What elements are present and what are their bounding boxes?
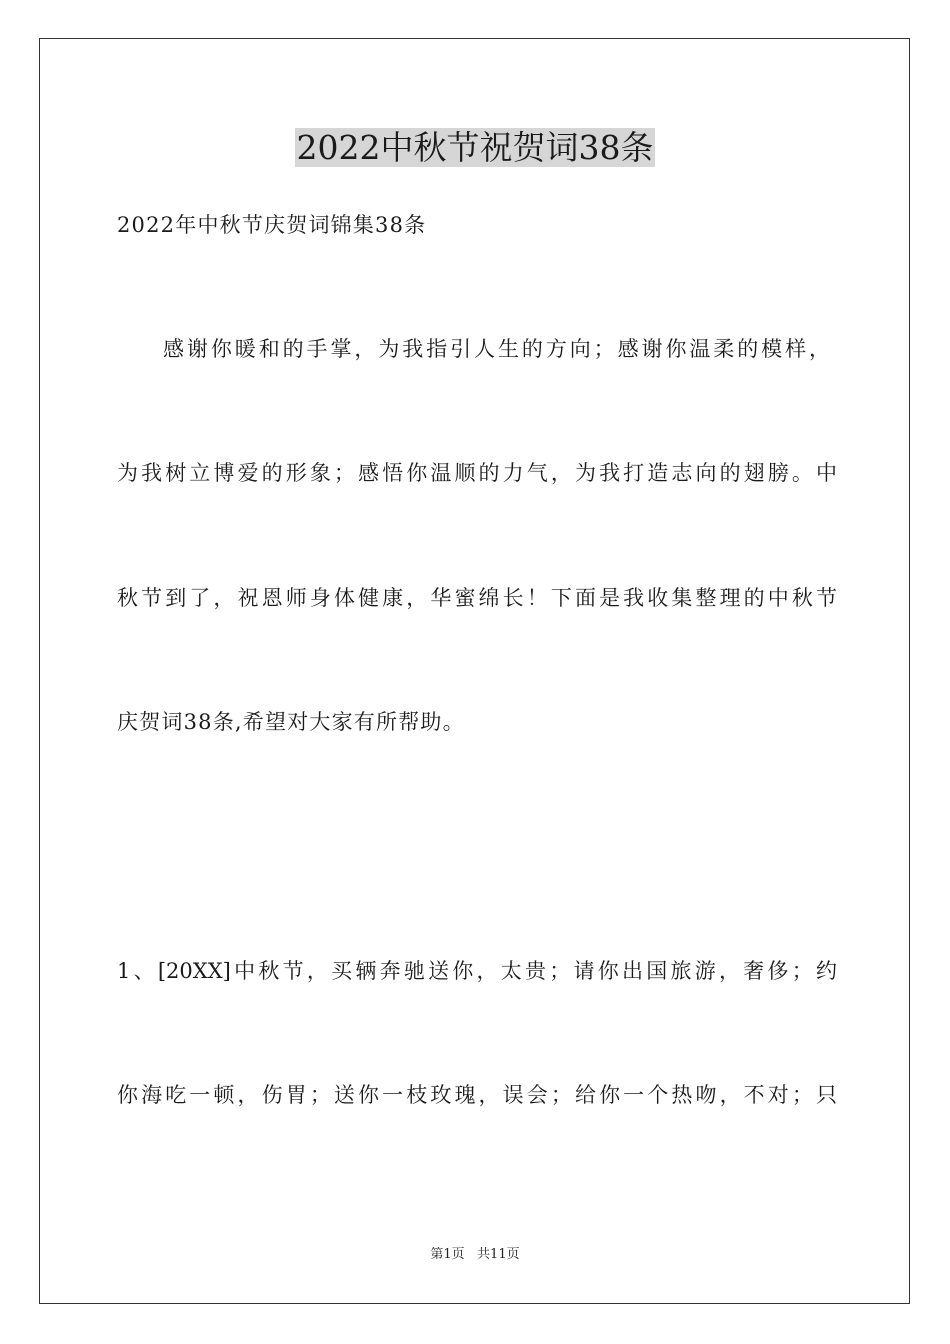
document-title-text: 2022中秋节祝贺词38条 — [296, 128, 654, 167]
list-item-line: 1、[20XX]中秋节，买辆奔驰送你，太贵；请你出国旅游，奢侈；约 — [117, 959, 837, 983]
paragraph-line: 感谢你暖和的手掌，为我指引人生的方向；感谢你温柔的模样， — [163, 337, 830, 361]
paragraph-line: 为我树立博爱的形象；感悟你温顺的力气，为我打造志向的翅膀。中 — [117, 461, 837, 485]
document-title — [0, 126, 950, 170]
page-number-footer: 第1页 共11页 — [430, 1247, 520, 1262]
paragraph-line: 秋节到了，祝恩师身体健康，华蜜绵长！下面是我收集整理的中秋节 — [117, 586, 837, 610]
document-subtitle: 2022年中秋节庆贺词锦集38条 — [117, 213, 427, 237]
list-item-line: 你海吃一顿，伤胃；送你一枝玫瑰，误会；给你一个热吻，不对；只 — [117, 1083, 837, 1107]
paragraph-line: 庆贺词38条,希望对大家有所帮助。 — [117, 710, 465, 734]
